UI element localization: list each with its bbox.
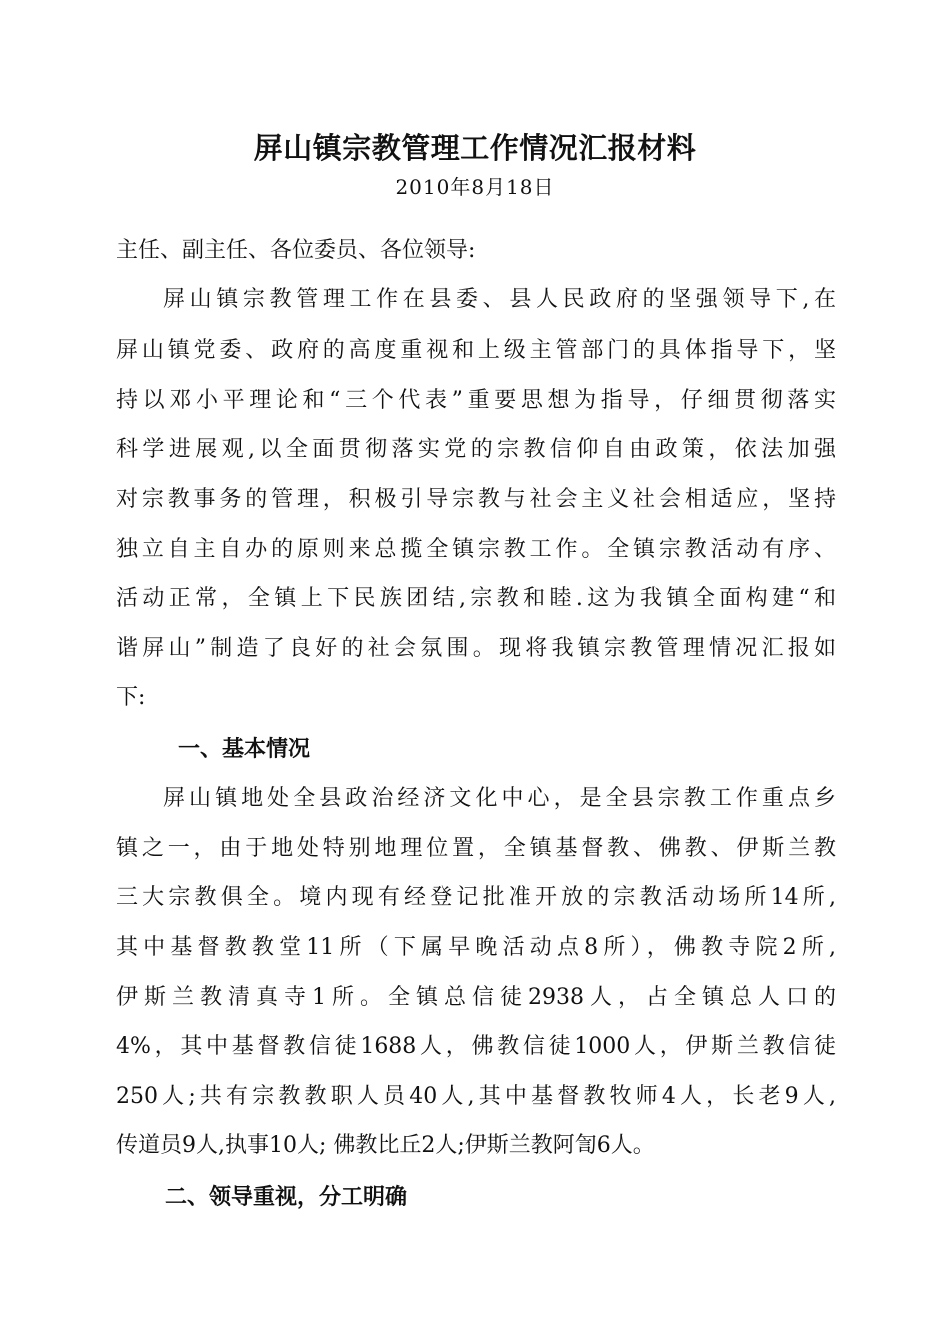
paragraph-line: 屏山镇地处全县政治经济文化中心，是全县宗教工作重点乡 [163,786,836,811]
section-heading-leadership: 二、领导重视，分工明确 [165,1185,408,1210]
paragraph-line: 镇之一，由于地处特别地理位置，全镇基督教、佛教、伊斯兰教 [116,836,836,861]
paragraph-line: 4%，其中基督教信徒1688人，佛教信徒1000人，伊斯兰教信徒 [116,1034,836,1059]
paragraph-line: 持以邓小平理论和“三个代表”重要思想为指导，仔细贯彻落实 [116,388,836,413]
document-title: 屏山镇宗教管理工作情况汇报材料 [253,131,697,165]
paragraph-line: 独立自主自办的原则来总揽全镇宗教工作。全镇宗教活动有序、 [116,537,836,562]
paragraph-line: 科学进展观,以全面贯彻落实党的宗教信仰自由政策，依法加强 [116,437,836,462]
paragraph-line: 屏山镇党委、政府的高度重视和上级主管部门的具体指导下，坚 [116,338,836,363]
document-date: 2010年8月18日 [395,175,555,199]
paragraph-line: 屏山镇宗教管理工作在县委、县人民政府的坚强领导下,在 [163,287,836,312]
paragraph-line: 传道员9人,执事10人; 佛教比丘2人;伊斯兰教阿訇6人。 [116,1133,655,1158]
paragraph-line: 三大宗教俱全。境内现有经登记批准开放的宗教活动场所14所, [116,885,836,910]
paragraph-line: 谐屏山”制造了良好的社会氛围。现将我镇宗教管理情况汇报如 [116,636,836,661]
paragraph-line: 对宗教事务的管理，积极引导宗教与社会主义社会相适应，坚持 [116,487,836,512]
paragraph-line: 下: [116,685,146,710]
paragraph-line: 伊斯兰教清真寺1所。全镇总信徒2938人，占全镇总人口的 [116,985,836,1010]
salutation: 主任、副主任、各位委员、各位领导: [116,238,476,263]
paragraph-line: 其中基督教教堂11所（下属早晚活动点8所），佛教寺院2所, [116,935,836,960]
section-heading-basic-info: 一、基本情况 [178,737,311,762]
paragraph-line: 活动正常，全镇上下民族团结,宗教和睦.这为我镇全面构建“和 [116,586,836,611]
paragraph-line: 250人;共有宗教教职人员40人,其中基督教牧师4人，长老9人, [116,1084,836,1109]
